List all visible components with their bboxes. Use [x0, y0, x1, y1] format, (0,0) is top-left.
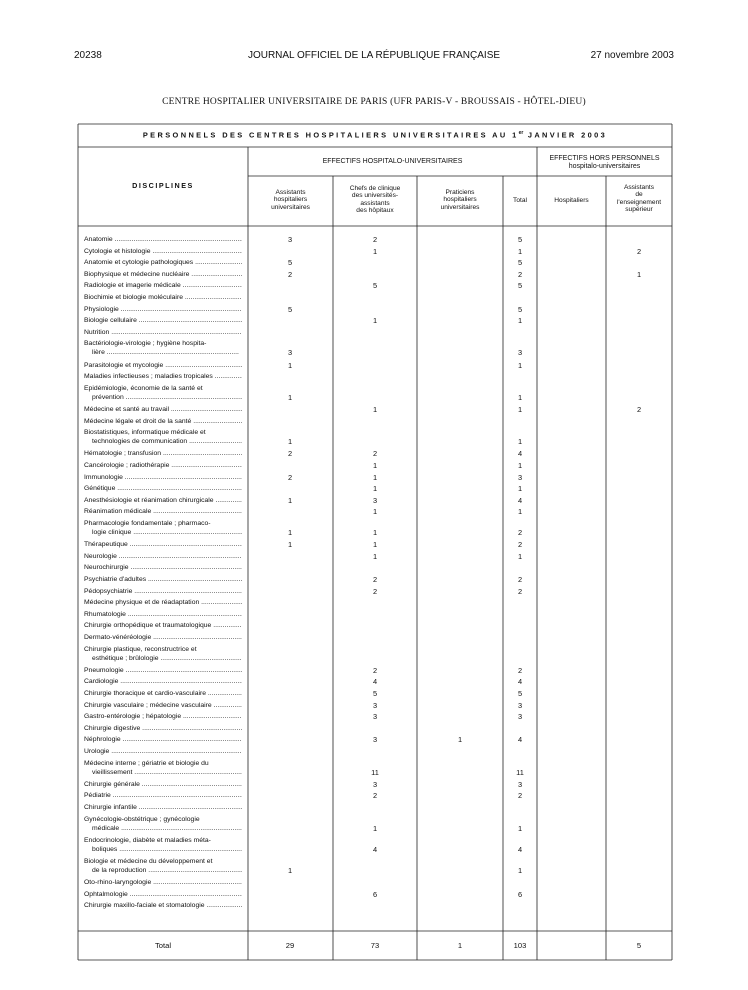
col-header-line: de: [635, 191, 643, 199]
page-number: 20238: [74, 50, 102, 61]
discipline-line: Immunologie .....: [84, 473, 242, 482]
cell-chefs: 3: [372, 700, 378, 710]
cell-chefs: 1: [372, 246, 378, 256]
cell-total: 1: [517, 246, 523, 256]
cell-chefs: 2: [372, 665, 378, 675]
discipline-line: Cancérologie ; radiothérapie .....: [84, 461, 242, 470]
cell-chefs: 1: [372, 461, 378, 470]
discipline-label: [84, 316, 242, 325]
col-header-line: assistants: [360, 199, 390, 207]
discipline-label: [84, 372, 242, 381]
discipline-line: Hématologie ; transfusion .....: [84, 449, 242, 458]
cell-assistants: 2: [287, 472, 293, 482]
discipline-label: [84, 293, 242, 302]
discipline-line: Physiologie .....: [84, 305, 242, 314]
discipline-label: [84, 405, 242, 414]
cell-ens-sup: 1: [636, 269, 642, 279]
discipline-label: [84, 247, 242, 256]
total-chefs: 73: [370, 941, 380, 950]
cell-praticiens: 1: [457, 735, 463, 745]
cell-chefs: 4: [372, 844, 378, 854]
discipline-line: Cytologie et histologie .....: [84, 247, 242, 256]
discipline-line: Biostatistiques, informatique médicale et: [84, 429, 206, 437]
col-header-line: hospitaliers: [273, 196, 308, 204]
group-header-hors-line1: EFFECTIFS HORS PERSONNELS: [549, 155, 660, 162]
discipline-line-continued: technologies de communication .....: [84, 437, 242, 446]
cell-chefs: 1: [372, 316, 378, 326]
cell-ens-sup: 2: [636, 405, 642, 414]
discipline-label: [84, 417, 242, 426]
cell-total: 1: [517, 437, 523, 447]
discipline-label: [84, 633, 242, 642]
discipline-line: Gynécologie-obstétrique ; gynécologie: [84, 815, 200, 823]
group-header-hors-line2: hospitalo-universitaires: [568, 163, 641, 170]
discipline-label: [84, 610, 242, 619]
discipline-label: [84, 857, 242, 875]
discipline-line: Biologie cellulaire .....: [84, 316, 242, 325]
discipline-label: [84, 901, 242, 910]
total-assistants: 29: [285, 941, 295, 950]
cell-assistants: 1: [287, 360, 293, 370]
discipline-line: Chirurgie vasculaire ; médecine vasculaire .....: [84, 701, 242, 710]
discipline-line-continued: prévention .....: [84, 393, 242, 402]
cell-total: 4: [517, 677, 523, 687]
discipline-label: [84, 712, 242, 721]
discipline-label: [84, 803, 242, 812]
cell-total: 5: [517, 689, 523, 698]
cell-total: 5: [517, 304, 523, 314]
discipline-line: Pédopsychiatrie .....: [84, 587, 242, 596]
cell-total: 3: [517, 779, 523, 789]
discipline-line: Pneumologie .....: [84, 666, 242, 675]
discipline-line: Parasitologie et mycologie .....: [84, 361, 242, 370]
discipline-line: Chirurgie plastique, reconstructrice et: [84, 645, 197, 653]
discipline-line: Oto-rhino-laryngologie .....: [84, 878, 242, 887]
col-header-ens-sup: [606, 184, 672, 214]
discipline-line: Pédiatrie .....: [84, 791, 242, 800]
cell-chefs: 2: [372, 235, 378, 244]
discipline-label: [84, 890, 242, 899]
col-header-assistants: [248, 189, 333, 211]
cell-assistants: 5: [287, 258, 293, 268]
cell-assistants: 2: [287, 449, 293, 459]
discipline-label: [84, 747, 242, 756]
discipline-line: Chirurgie orthopédique et traumatologique .....: [84, 621, 242, 630]
cell-assistants: 1: [287, 495, 293, 505]
discipline-line: Médecine physique et de réadaptation .....: [84, 598, 242, 607]
discipline-label: [84, 339, 242, 357]
discipline-line: Chirurgie digestive .....: [84, 724, 242, 733]
cell-ens-sup: 2: [636, 246, 642, 256]
discipline-line-continued: boliques .....: [84, 845, 242, 854]
discipline-line: Réanimation médicale .....: [84, 507, 242, 516]
discipline-line: Médecine légale et droit de la santé .....: [84, 417, 242, 426]
discipline-line: Biologie et médecine du développement et: [84, 858, 213, 865]
col-header-line: supérieur: [625, 206, 653, 214]
banner-text: PERSONNELS DES CENTRES HOSPITALIERS UNIVERSITAIRES AU 1: [142, 130, 519, 140]
col-header-praticiens: [417, 189, 503, 211]
col-header-line: Praticiens: [445, 189, 475, 196]
discipline-label: [84, 701, 242, 710]
discipline-line: Chirurgie thoracique et cardio-vasculaire .....: [84, 689, 242, 698]
discipline-line: Neurochirurgie .....: [84, 563, 242, 572]
discipline-line: Nutrition .....: [84, 328, 242, 337]
discipline-line-continued: vieillissement .....: [84, 768, 242, 777]
discipline-label: [84, 361, 242, 370]
discipline-line: Anesthésiologie et réanimation chirurgicale .....: [84, 496, 242, 505]
cell-total: 1: [517, 316, 523, 326]
cell-total: 2: [517, 586, 523, 596]
journal-title: JOURNAL OFFICIEL DE LA RÉPUBLIQUE FRANÇAISE: [247, 50, 501, 61]
cell-total: 2: [517, 269, 523, 279]
discipline-line: Pharmacologie fondamentale ; pharmaco-: [84, 520, 211, 527]
cell-total: 1: [517, 461, 523, 470]
discipline-label: [84, 645, 242, 663]
cell-assistants: 5: [287, 304, 293, 314]
discipline-label: [84, 235, 242, 244]
col-header-line: Assistants: [623, 184, 655, 191]
cell-assistants: 3: [287, 348, 293, 358]
discipline-label: [84, 507, 242, 516]
discipline-line: Urologie .....: [84, 747, 242, 756]
col-header-line: universitaires: [440, 203, 480, 211]
discipline-line: Médecine interne ; gériatrie et biologie du: [84, 759, 209, 767]
discipline-line: Thérapeutique .....: [84, 540, 242, 549]
discipline-line-continued: lière .....: [84, 348, 242, 357]
discipline-line: Rhumatologie .....: [84, 610, 242, 619]
cell-chefs: 5: [372, 281, 378, 291]
discipline-label: [84, 258, 242, 267]
group-header-hors: [537, 155, 672, 171]
cell-assistants: 3: [287, 235, 293, 244]
cell-total: 4: [517, 844, 523, 854]
cell-total: 2: [517, 791, 523, 801]
discipline-line: Maladies infectieuses ; maladies tropicales .....: [84, 372, 242, 381]
cell-chefs: 1: [372, 823, 378, 833]
cell-chefs: 1: [372, 540, 378, 550]
discipline-label: [84, 878, 242, 887]
cell-total: 3: [517, 700, 523, 710]
cell-assistants: 1: [287, 392, 293, 402]
cell-chefs: 1: [372, 551, 378, 561]
discipline-line: Néphrologie .....: [84, 735, 242, 744]
discipline-line: Radiologie et imagerie médicale .....: [84, 281, 242, 290]
discipline-line-continued: médicale .....: [84, 824, 242, 833]
cell-chefs: 1: [372, 405, 378, 414]
cell-total: 2: [517, 575, 523, 584]
discipline-line: Biophysique et médecine nucléaire .....: [84, 270, 242, 279]
cell-chefs: 3: [372, 779, 378, 789]
cell-total: 2: [517, 540, 523, 550]
discipline-line-continued: esthétique ; brûlologie .....: [84, 654, 242, 663]
discipline-label: [84, 724, 242, 733]
cell-total: 2: [517, 528, 523, 537]
discipline-label: [84, 815, 242, 833]
discipline-label: [84, 281, 242, 290]
col-header-total: [503, 197, 537, 204]
cell-chefs: 2: [372, 791, 378, 801]
col-header-line: des universités-: [351, 192, 399, 200]
discipline-label: [84, 689, 242, 698]
cell-chefs: 3: [372, 495, 378, 505]
total-praticiens: 1: [457, 941, 463, 950]
discipline-line: Psychiatrie d'adultes .....: [84, 575, 242, 584]
discipline-line: Anatomie et cytologie pathologiques .....: [84, 258, 242, 267]
document-title: CENTRE HOSPITALIER UNIVERSITAIRE DE PARIS (UFR PARIS-V - BROUSSAIS - HÔTEL-DIEU): [162, 97, 586, 107]
discipline-line: Biochimie et biologie moléculaire .....: [84, 293, 242, 302]
cell-total: 5: [517, 258, 523, 268]
total-total: 103: [513, 941, 527, 950]
cell-total: 3: [517, 472, 523, 482]
cell-chefs: 1: [372, 484, 378, 494]
discipline-line: Génétique .....: [84, 484, 242, 493]
discipline-line: Médecine et santé au travail .....: [84, 405, 242, 414]
cell-total: 3: [517, 712, 523, 722]
cell-assistants: 2: [287, 269, 293, 279]
total-ens-sup: 5: [636, 941, 642, 950]
cell-chefs: 1: [372, 528, 378, 537]
cell-total: 5: [517, 281, 523, 291]
cell-total: 11: [516, 767, 524, 777]
banner-tail: JANVIER 2003: [523, 130, 608, 140]
cell-chefs: 3: [372, 735, 378, 745]
cell-total: 4: [517, 735, 523, 745]
discipline-label: [84, 305, 242, 314]
discipline-label: [84, 621, 242, 630]
issue-date: 27 novembre 2003: [590, 50, 674, 61]
discipline-line: Cardiologie .....: [84, 677, 242, 686]
discipline-label: [84, 484, 242, 493]
discipline-line: Endocrinologie, diabète et maladies méta-: [84, 836, 211, 844]
cell-total: 2: [517, 665, 523, 675]
discipline-line: Epidémiologie, économie de la santé et: [84, 384, 203, 392]
cell-total: 5: [517, 235, 523, 244]
discipline-label: [84, 791, 242, 800]
discipline-label: [84, 836, 242, 854]
banner-superscript: er: [518, 130, 524, 136]
cell-assistants: 1: [287, 540, 293, 550]
col-header-line: Chefs de clinique: [349, 185, 401, 192]
cell-assistants: 1: [287, 437, 293, 447]
discipline-label: [84, 666, 242, 675]
col-header-line: des hôpitaux: [356, 207, 394, 215]
cell-total: 3: [517, 348, 523, 358]
cell-chefs: 11: [371, 767, 379, 777]
group-header-hu: EFFECTIFS HOSPITALO-UNIVERSITAIRES: [322, 158, 463, 165]
cell-chefs: 4: [372, 677, 378, 687]
discipline-label: [84, 575, 242, 584]
cell-chefs: 2: [372, 586, 378, 596]
discipline-line: Ophtalmologie .....: [84, 890, 242, 899]
discipline-line: Anatomie .....: [84, 235, 242, 244]
cell-chefs: 1: [372, 472, 378, 482]
discipline-label: [84, 759, 242, 777]
cell-chefs: 2: [372, 575, 378, 584]
cell-total: 1: [517, 405, 523, 414]
discipline-label: [84, 384, 242, 402]
discipline-label: [84, 540, 242, 549]
discipline-label: [84, 598, 242, 607]
table-banner: [78, 130, 672, 139]
cell-chefs: 2: [372, 449, 378, 459]
discipline-line: Gastro-entérologie ; hépatologie .....: [84, 712, 242, 721]
discipline-label: [84, 587, 242, 596]
discipline-label: [84, 473, 242, 482]
cell-total: 6: [517, 889, 523, 899]
discipline-label: [84, 428, 242, 446]
total-row-label: Total: [154, 941, 172, 950]
cell-chefs: 6: [372, 889, 378, 899]
cell-assistants: 1: [287, 866, 293, 875]
disciplines-header: DISCIPLINES: [132, 181, 194, 190]
col-header-line: Assistants: [275, 189, 306, 196]
cell-chefs: 5: [372, 689, 378, 698]
discipline-label: [84, 270, 242, 279]
discipline-label: [84, 519, 242, 537]
cell-total: 1: [517, 551, 523, 561]
cell-total: 1: [517, 360, 523, 370]
discipline-label: [84, 496, 242, 505]
cell-chefs: 1: [372, 507, 378, 517]
cell-total: 1: [517, 507, 523, 517]
cell-total: 1: [517, 866, 523, 875]
discipline-label: [84, 552, 242, 561]
col-header-line: l'enseignement: [616, 198, 662, 206]
cell-total: 4: [517, 449, 523, 459]
discipline-label: [84, 780, 242, 789]
cell-total: 1: [517, 823, 523, 833]
cell-total: 1: [517, 392, 523, 402]
discipline-line: Dermato-vénéréologie .....: [84, 633, 242, 642]
discipline-label: [84, 677, 242, 686]
discipline-line: Bactériologie-virologie ; hygiène hospita-: [84, 340, 207, 348]
discipline-label: [84, 328, 242, 337]
cell-total: 1: [517, 484, 523, 494]
cell-total: 4: [517, 495, 523, 505]
discipline-label: [84, 735, 242, 744]
cell-chefs: 3: [372, 712, 378, 722]
col-header-line: Hospitaliers: [554, 197, 589, 204]
discipline-line-continued: de la reproduction .....: [84, 866, 242, 875]
discipline-label: [84, 461, 242, 470]
col-header-hospitaliers: [537, 197, 606, 204]
col-header-line: universitaires: [271, 203, 310, 211]
discipline-line-continued: logie clinique .....: [84, 528, 242, 537]
cell-assistants: 1: [287, 528, 293, 537]
col-header-chefs: [333, 185, 417, 215]
discipline-label: [84, 449, 242, 458]
col-header-line: hospitaliers: [443, 196, 477, 204]
discipline-line: Chirurgie générale .....: [84, 780, 242, 789]
discipline-line: Chirurgie infantile .....: [84, 803, 242, 812]
discipline-line: Neurologie .....: [84, 552, 242, 561]
discipline-label: [84, 563, 242, 572]
running-head: [74, 50, 674, 62]
discipline-line: Chirurgie maxillo-faciale et stomatologie .....: [84, 901, 242, 910]
col-header-line: Total: [513, 197, 527, 204]
